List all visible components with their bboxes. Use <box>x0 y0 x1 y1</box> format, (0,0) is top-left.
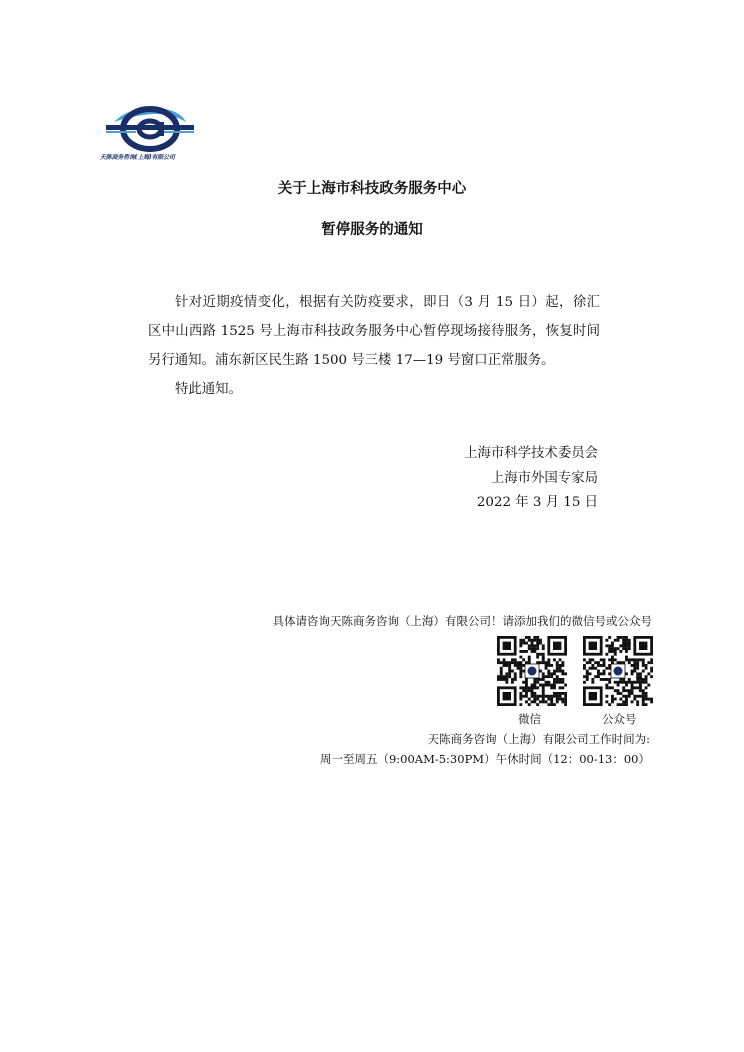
company-caption: 天陈商务咨询(上海)有限公司 <box>100 154 175 161</box>
body-paragraph: 针对近期疫情变化，根据有关防疫要求，即日（3 月 15 日）起，徐汇区中山西路 1525 号上海市科技政务服务中心暂停现场接待服务，恢复时间另行通知。浦东新区民生路 1500 号三楼 17—19 号窗口正常服务。 <box>148 295 600 368</box>
official-account-label: 公众号 <box>602 712 637 726</box>
working-hours-title: 天陈商务咨询（上海）有限公司工作时间为: <box>427 732 650 746</box>
official-account-qr-code-icon <box>583 636 653 706</box>
wechat-label: 微信 <box>518 712 541 726</box>
signature-org-1: 上海市科学技术委员会 <box>464 446 598 461</box>
signature-block <box>464 442 598 516</box>
working-hours-detail: 周一至周五（9:00AM-5:30PM）午休时间（12：00-13：00） <box>319 752 650 766</box>
signature-date: 2022 年 3 月 15 日 <box>476 495 598 510</box>
notice-title: 关于上海市科技政务服务中心 <box>277 181 467 197</box>
notice-subtitle: 暂停服务的通知 <box>321 222 423 238</box>
wechat-qr-code-icon <box>497 636 567 706</box>
contact-text: 具体请咨询天陈商务咨询（上海）有限公司！请添加我们的微信号或公众号 <box>272 614 652 628</box>
signature-org-2: 上海市外国专家局 <box>490 470 598 486</box>
body-paragraph: 特此通知。 <box>175 382 242 397</box>
notice-body <box>148 288 600 404</box>
